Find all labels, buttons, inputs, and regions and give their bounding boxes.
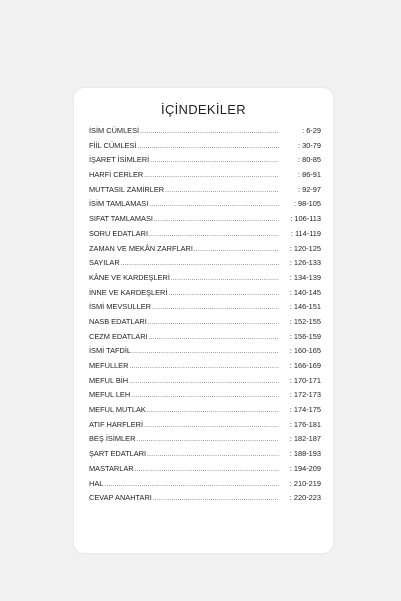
- dot-leader: [154, 217, 279, 223]
- toc-entry-label: HARFİ CERLER: [89, 170, 144, 180]
- toc-entry-pages: : 156-159: [289, 331, 321, 341]
- toc-entry: [89, 199, 321, 214]
- dot-leader: [147, 408, 279, 414]
- toc-entry-label: İNNE VE KARDEŞLERİ: [89, 287, 168, 297]
- dot-leader: [147, 452, 279, 458]
- dot-leader: [144, 173, 279, 179]
- toc-entry: [89, 244, 321, 259]
- toc-entry: [89, 258, 321, 273]
- toc-entry-label: İŞARET İSİMLERİ: [89, 155, 150, 165]
- toc-entry-label: FİİL CÜMLESİ: [89, 140, 137, 150]
- dot-leader: [121, 261, 279, 267]
- toc-entry-pages: : 146-151: [289, 302, 321, 312]
- toc-entry-pages: : 194-209: [289, 463, 321, 473]
- toc-entry: [89, 317, 321, 332]
- toc-entry-label: MEFULLER: [89, 361, 129, 370]
- toc-entry-pages: : 92-97: [297, 184, 321, 194]
- toc-entry-label: HAL: [89, 478, 104, 488]
- dot-leader: [129, 379, 279, 385]
- toc-entry-pages: : 80-85: [297, 155, 321, 165]
- dot-leader: [129, 364, 279, 370]
- dot-leader: [136, 437, 279, 443]
- toc-entry-label: İSİM TAMLAMASI: [89, 199, 149, 209]
- toc-entry: [89, 288, 321, 303]
- toc-entry: [89, 390, 321, 405]
- toc-entry-pages: : 170-171: [289, 375, 321, 385]
- dot-leader: [104, 482, 279, 488]
- toc-entry-pages: : 86-91: [297, 170, 321, 180]
- toc-entry: [89, 464, 321, 479]
- toc-entry-label: MUTTASIL ZAMİRLER: [89, 184, 165, 194]
- dot-leader: [153, 496, 279, 502]
- toc-entry-pages: : 188-193: [289, 449, 321, 459]
- toc-entry: [89, 155, 321, 170]
- toc-entry: [89, 214, 321, 229]
- dot-leader: [149, 232, 279, 238]
- toc-entry-label: SORU EDATLARI: [89, 228, 148, 238]
- toc-entry: [89, 434, 321, 449]
- dot-leader: [140, 129, 279, 135]
- toc-entry-pages: : 140-145: [289, 287, 321, 297]
- toc-entry-label: İSMİ MEVSULLER: [89, 302, 152, 312]
- toc-entry-pages: : 182-187: [289, 434, 321, 444]
- toc-entry-label: İSİM CÜMLESİ: [89, 126, 140, 135]
- dot-leader: [132, 349, 279, 355]
- toc-entry-pages: : 160-165: [289, 346, 321, 356]
- toc-entry-label: CEVAP ANAHTARI: [89, 493, 152, 503]
- toc-entry: [89, 479, 321, 494]
- toc-entry: [89, 405, 321, 420]
- toc-entry-pages: : 152-155: [289, 316, 321, 326]
- dot-leader: [149, 335, 279, 341]
- book-page: [74, 88, 333, 553]
- toc-entry-pages: : 120-125: [289, 243, 321, 253]
- toc-entry-pages: : 6-29: [302, 126, 321, 135]
- toc-entry-pages: : 220-223: [289, 493, 321, 503]
- dot-leader: [135, 467, 279, 473]
- toc-entry: [89, 346, 321, 361]
- dot-leader: [165, 188, 279, 194]
- toc-entry: [89, 273, 321, 288]
- table-of-contents: [89, 126, 321, 508]
- toc-entry-pages: : 106-113: [290, 214, 321, 224]
- dot-leader: [168, 291, 279, 297]
- toc-entry-label: NASB EDATLARI: [89, 316, 147, 326]
- toc-entry-pages: : 98-105: [293, 199, 321, 209]
- toc-entry-label: İSMİ TAFDİL: [89, 346, 132, 356]
- toc-entry: [89, 126, 321, 141]
- toc-entry-pages: : 174-175: [289, 405, 321, 415]
- toc-entry: [89, 229, 321, 244]
- dot-leader: [152, 305, 279, 311]
- dot-leader: [150, 158, 279, 164]
- toc-entry: [89, 185, 321, 200]
- toc-entry-pages: : 30-79: [297, 140, 321, 150]
- toc-entry: [89, 332, 321, 347]
- toc-entry-label: KÂNE VE KARDEŞLERİ: [89, 272, 170, 282]
- toc-entry: [89, 493, 321, 508]
- toc-entry-pages: : 210-219: [289, 478, 321, 488]
- toc-entry-pages: : 166-169: [289, 361, 321, 370]
- dot-leader: [144, 423, 279, 429]
- toc-entry-pages: : 176-181: [289, 419, 321, 429]
- toc-entry-pages: : 126-133: [289, 258, 321, 268]
- page-title: İÇİNDEKİLER: [161, 102, 246, 117]
- toc-entry: [89, 170, 321, 185]
- dot-leader: [171, 276, 279, 282]
- toc-entry-label: SAYILAR: [89, 258, 120, 268]
- toc-entry-label: CEZM EDATLARI: [89, 331, 148, 341]
- toc-entry-label: ŞART EDATLARI: [89, 449, 147, 459]
- toc-entry: [89, 376, 321, 391]
- toc-entry-label: MEFUL LEH: [89, 390, 131, 400]
- dot-leader: [149, 202, 279, 208]
- dot-leader: [137, 144, 279, 150]
- toc-entry: [89, 302, 321, 317]
- toc-entry-label: ZAMAN VE MEKÂN ZARFLARI: [89, 243, 193, 253]
- dot-leader: [148, 320, 279, 326]
- toc-entry-label: MASTARLAR: [89, 463, 134, 473]
- toc-entry: [89, 361, 321, 376]
- toc-entry-label: ATIF HARFLERİ: [89, 419, 144, 429]
- toc-entry: [89, 141, 321, 156]
- toc-entry-pages: : 114-119: [290, 228, 321, 238]
- toc-entry: [89, 449, 321, 464]
- toc-entry: [89, 420, 321, 435]
- toc-entry-label: SIFAT TAMLAMASI: [89, 214, 153, 224]
- toc-entry-label: BEŞ İSİMLER: [89, 434, 136, 444]
- dot-leader: [131, 393, 279, 399]
- dot-leader: [194, 247, 279, 253]
- toc-entry-label: MEFUL MUTLAK: [89, 405, 146, 415]
- toc-entry-pages: : 172-173: [289, 390, 321, 400]
- toc-entry-pages: : 134-139: [289, 272, 321, 282]
- toc-entry-label: MEFUL BİH: [89, 375, 129, 385]
